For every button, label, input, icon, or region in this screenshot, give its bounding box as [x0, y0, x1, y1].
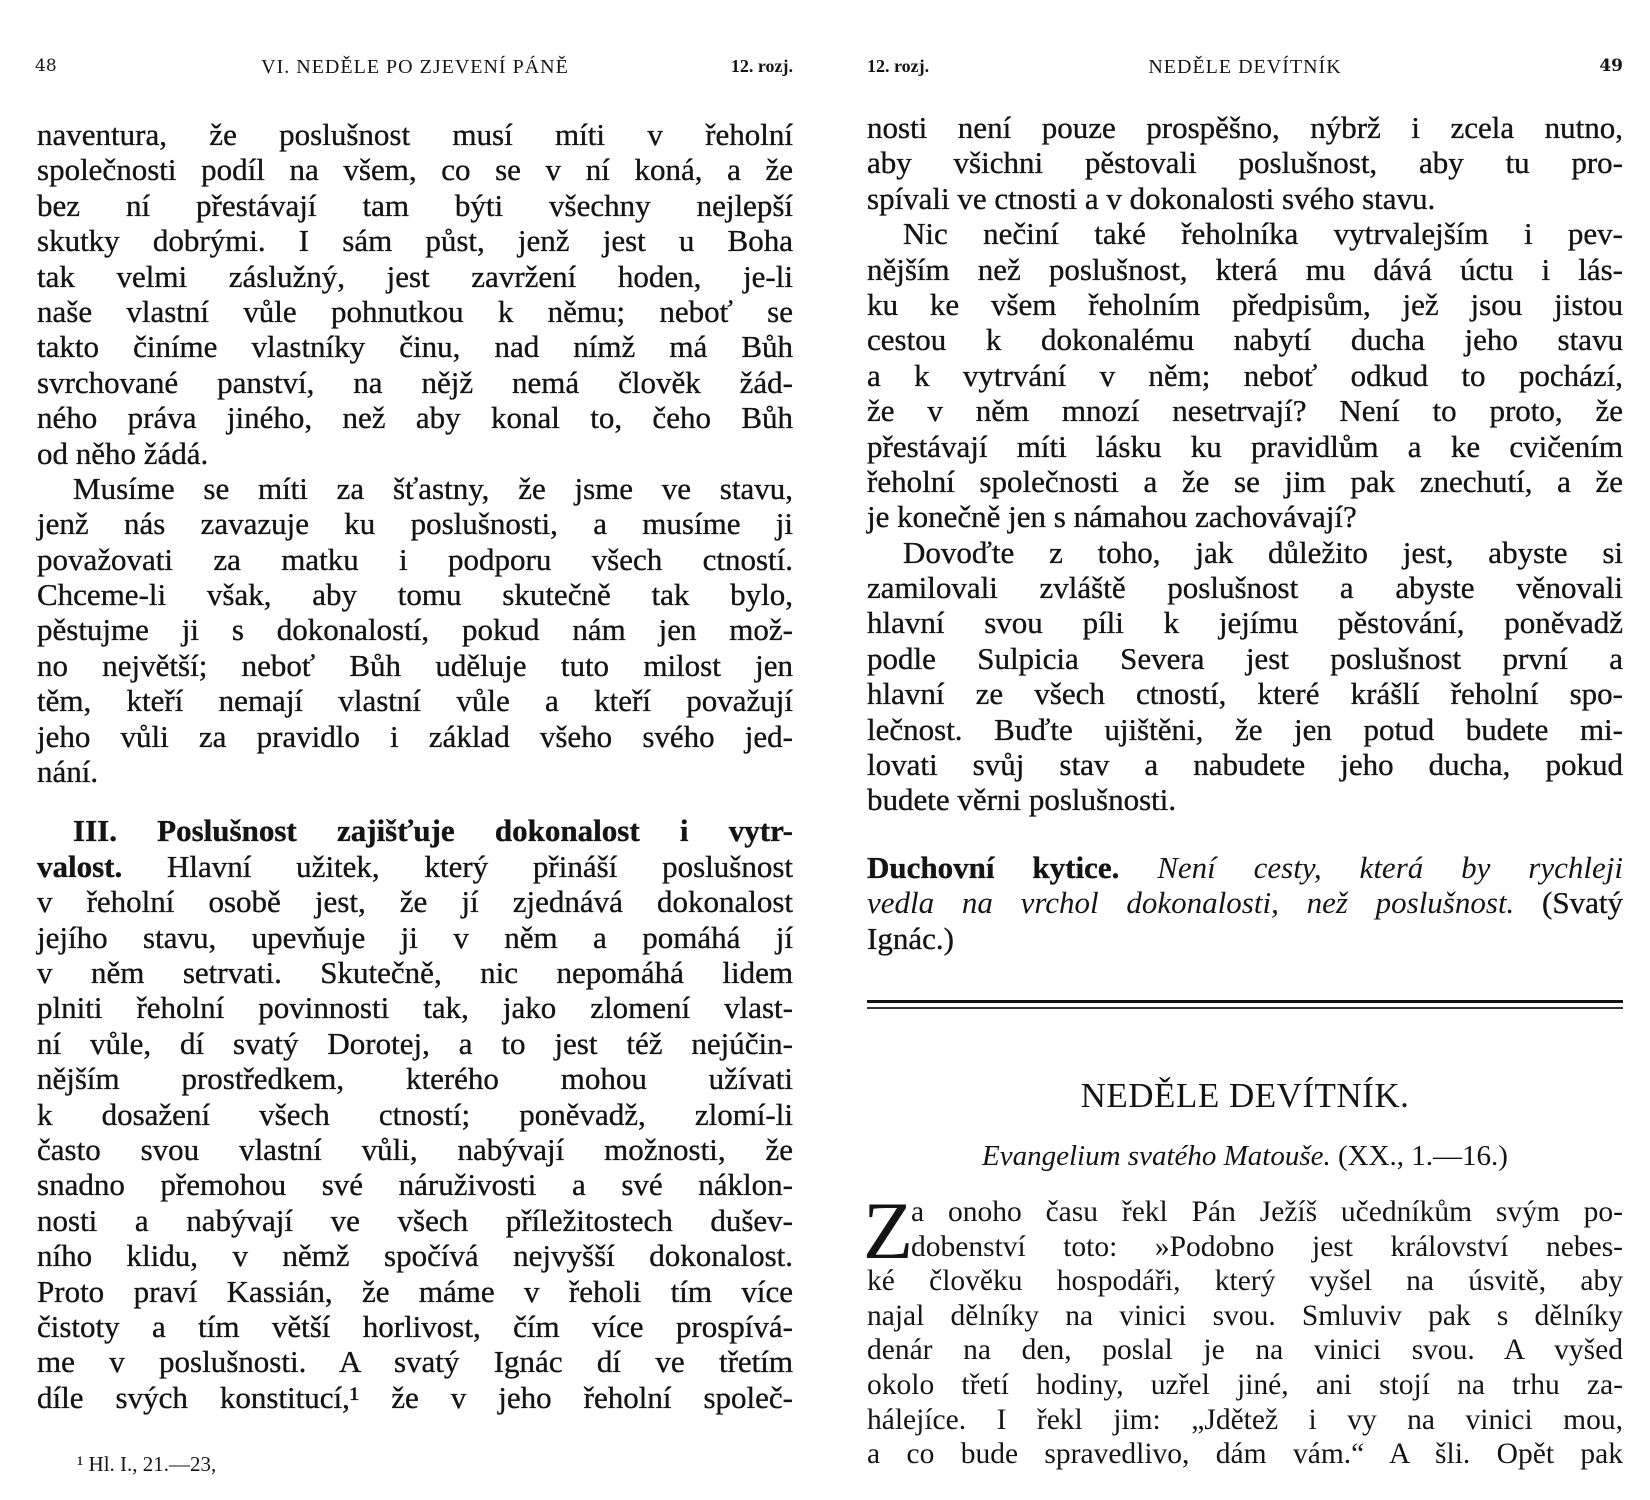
italic-run: Není cesty, která by rychleji: [1119, 849, 1623, 885]
text-line: čistoty a tím větší horlivost, čím více prospívá-: [37, 1308, 793, 1344]
section-divider: [867, 1000, 1623, 1009]
text-line: hlavní ze všech ctností, které krášlí řeholní spo-: [867, 676, 1623, 712]
text-line: aby všichni pěstovali poslušnost, aby tu pro-: [867, 145, 1623, 181]
bold-run: valost.: [37, 848, 123, 884]
text-line: zamilovali zvláště poslušnost a abyste věnovali: [867, 570, 1623, 606]
paragraph: [37, 813, 793, 1415]
text-line: naše vlastní vůle pohnutkou k němu; neboť se: [37, 293, 793, 329]
text-line: budete věrni poslušnosti.: [867, 782, 1177, 818]
text-line: pěstujme ji s dokonalostí, pokud nám jen mož-: [37, 612, 793, 648]
text-line: jeho vůli za pravidlo i základ všeho svého jed-: [37, 718, 793, 754]
section-heading: NEDĚLE DEVÍTNÍK.: [1080, 1076, 1410, 1115]
text-line: přestávají míti lásku ku pravidlům a ke cvičením: [867, 428, 1623, 464]
text-line: nějším prostředkem, kterého mohou užívati: [37, 1061, 793, 1097]
text-line: jejího stavu, upevňuje ji v něm a pomáhá jí: [37, 919, 793, 955]
text-line: nání.: [37, 754, 99, 790]
page-body: [37, 117, 793, 1415]
paragraph: [867, 216, 1623, 535]
page-number: 48: [35, 56, 57, 76]
text-line: ního klidu, v němž spočívá nejvyšší dokonalost.: [37, 1238, 793, 1274]
text-line: [867, 885, 1623, 920]
text-line: díle svých konstitucí,¹ že v jeho řeholní společ-: [37, 1379, 793, 1415]
paragraph: [37, 471, 793, 790]
page-number: 49: [1599, 56, 1623, 76]
text-line: je konečně jen s námahou zachovávají?: [867, 499, 1357, 535]
text-line: že v něm mnozí nesetrvají? Není to proto, že: [867, 393, 1623, 429]
text-line: [37, 813, 793, 848]
paragraph: [867, 850, 1623, 956]
page-header: [867, 56, 1623, 86]
page-header: [37, 56, 793, 86]
italic-run: vedla na vrchol dokonalosti, než poslušnost.: [867, 885, 1515, 921]
subtitle-source: Evangelium svatého Matouše.: [982, 1140, 1331, 1172]
text-line: snadno přemohou své náruživosti a své náklon-: [37, 1167, 793, 1203]
text-line: takto činíme vlastníky činu, nad nímž má Bůh: [37, 329, 793, 365]
text-line: lovati svůj stav a nabudete jeho ducha, pokud: [867, 747, 1623, 783]
text-line: me v poslušnosti. A svatý Ignác dí ve třetím: [37, 1344, 793, 1380]
text-line: řeholní společnosti a že se jim pak znechutí, a že: [867, 463, 1623, 499]
text-line: ké člověku hospodáři, který vyšel na úsvitě, aby: [867, 1265, 1623, 1298]
text-line: hlavní svou píli k jejímu pěstování, poněvadž: [867, 605, 1623, 641]
text-line: nějším než poslušnost, která mu dává úctu i lás-: [867, 251, 1623, 287]
text-line: bez ní přestávají tam býti všechny nejlepší: [37, 187, 793, 223]
text-line: Nic nečiní také řeholníka vytrvalejším i pev-: [903, 216, 1623, 252]
paragraph: [37, 117, 793, 471]
text-line: nosti a nabývají ve všech příležitostech dušev-: [37, 1202, 793, 1238]
text-run: (Svatý: [1514, 885, 1623, 921]
text-line: svrchované panství, na nějž nemá člověk žád-: [37, 364, 793, 400]
right-page: [863, 0, 1623, 1500]
text-line: Proto praví Kassián, že máme v řeholi tím více: [37, 1273, 793, 1309]
text-line: jenž nás zavazuje ku poslušnosti, a musíme ji: [37, 506, 793, 542]
text-line: považovati za matku i podporu všech ctností.: [37, 541, 793, 577]
text-line: Musíme se míti za šťastny, že jsme ve stavu,: [73, 470, 793, 506]
text-line: najal dělníky na vinici svou. Smluviv pak s dělníky: [867, 1299, 1623, 1332]
gospel-text: [863, 1185, 1623, 1472]
chapter-mark: 12. rozj.: [730, 56, 793, 76]
text-line: a k vytrvání v něm; neboť odkud to pochází,: [867, 357, 1623, 393]
subtitle-reference: (XX., 1.—16.): [1330, 1140, 1508, 1172]
text-line: v řeholní osobě jest, že jí zjednává dokonalost: [37, 884, 793, 920]
text-line: v něm setrvati. Skutečně, nic nepomáhá lidem: [37, 954, 793, 990]
paragraph: [867, 110, 1623, 216]
text-line: ku ke všem řeholním předpisům, jež jsou jistou: [867, 286, 1623, 322]
text-run: Hlavní užitek, který přináší poslušnost: [122, 848, 793, 884]
text-line: Chceme-li však, aby tomu skutečně tak bylo,: [37, 577, 793, 613]
text-line: často svou vlastní vůli, nabývají možnosti, že: [37, 1131, 793, 1167]
chapter-mark: 12. rozj.: [867, 56, 930, 76]
paragraph: [867, 535, 1623, 818]
text-line: dobenství toto: »Podobno jest království nebes-: [911, 1230, 1623, 1263]
text-line: plniti řeholní povinnosti tak, jako zlomení vlast-: [37, 990, 793, 1026]
text-line: těm, kteří nemají vlastní vůle a kteří považují: [37, 683, 793, 719]
text-line: cestou k dokonalému nabytí ducha jeho stavu: [867, 322, 1623, 358]
text-line: podle Sulpicia Severa jest poslušnost první a: [867, 640, 1623, 676]
left-page: [37, 0, 793, 1500]
section-subtitle: [867, 1140, 1623, 1173]
text-line: a onoho času řekl Pán Ježíš učedníkům svým po-: [911, 1196, 1623, 1228]
text-line: hálejíce. I řekl jim: „Jdětež i vy na vinici mou,: [867, 1403, 1623, 1436]
text-line: tak velmi záslužný, jest zavržení hoden, je-li: [37, 258, 793, 294]
footnote: ¹ Hl. I., 21.—23,: [77, 1452, 217, 1476]
text-line: [867, 850, 1623, 885]
text-line: ní vůle, dí svatý Dorotej, a to jest též nejúčin-: [37, 1025, 793, 1061]
text-line: k dosažení všech ctností; poněvadž, zlomí-li: [37, 1096, 793, 1132]
bold-run: III. Poslušnost zajišťuje dokonalost i vytr-: [73, 813, 793, 849]
text-line: skutky dobrými. I sám půst, jenž jest u Boha: [37, 223, 793, 259]
text-line: no největší; neboť Bůh uděluje tuto milost jen: [37, 647, 793, 683]
text-line: [37, 849, 793, 884]
text-line: okolo třetí hodiny, uzřel jiné, ani stojí na trhu za-: [867, 1368, 1623, 1401]
text-line: Ignác.): [867, 920, 954, 956]
text-line: lečnost. Buďte ujištěni, že jen potud budete mi-: [867, 711, 1623, 747]
text-line: od něho žádá.: [37, 435, 209, 471]
running-head: NEDĚLE DEVÍTNÍK: [1148, 56, 1342, 78]
text-line: společnosti podíl na všem, co se v ní koná, a že: [37, 152, 793, 188]
text-line: naventura, že poslušnost musí míti v řeholní: [37, 117, 793, 152]
bold-run: Duchovní kytice.: [867, 849, 1120, 885]
text-line: nosti není pouze prospěšno, nýbrž i zcela nutno,: [867, 110, 1623, 145]
text-line: spívali ve ctnosti a v dokonalosti svého stavu.: [867, 180, 1436, 216]
text-line: a co bude spravedlivo, dám vám.“ A šli. Opět pak: [867, 1438, 1623, 1471]
drop-cap: Z: [863, 1185, 914, 1276]
text-line: Dovoďte z toho, jak důležito jest, abyste si: [903, 534, 1623, 570]
page-body: [867, 110, 1623, 956]
text-line: ného práva jiného, než aby konal to, čeho Bůh: [37, 400, 793, 436]
running-head: VI. NEDĚLE PO ZJEVENÍ PÁNĚ: [261, 56, 569, 78]
text-line: denár na den, poslal je na vinici svou. A vyšed: [867, 1334, 1623, 1367]
